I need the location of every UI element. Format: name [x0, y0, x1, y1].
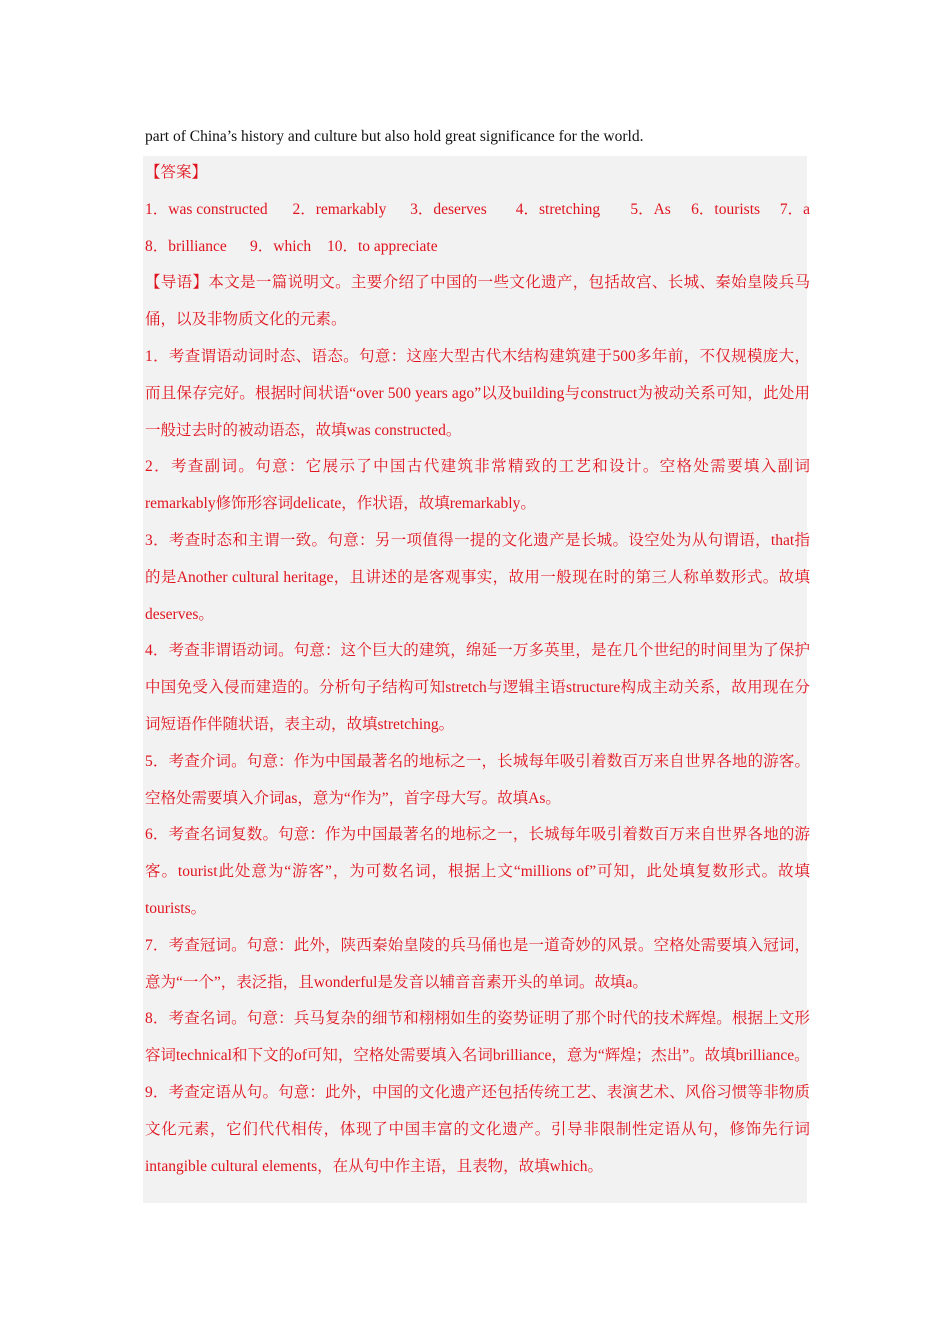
answers-row-1 — [145, 192, 810, 229]
answer-item: 9．which — [250, 237, 312, 255]
answer-item: 5．As — [630, 200, 671, 218]
answer-section — [145, 155, 810, 1185]
answer-item: 4．stretching — [515, 200, 601, 218]
intro-paragraph: 【导语】本文是一篇说明文。主要介绍了中国的一些文化遗产，包括故宫、长城、秦始皇陵兵马俑，以及非物质文化的元素。 — [145, 274, 810, 329]
explanation-8: 8．考查名词。句意：兵马复杂的细节和栩栩如生的姿势证明了那个时代的技术辉煌。根据上文形容词technical和下文的of可知，空格处需要填入名词brilliance，意为“辉煌；杰出”。故填brilliance。 — [145, 1010, 810, 1065]
answer-heading: 【答案】 — [145, 164, 208, 181]
answer-item: 3．deserves — [410, 200, 487, 218]
explanation-1: 1．考查谓语动词时态、语态。句意：这座大型古代木结构建筑建于500多年前，不仅规模庞大，而且保存完好。根据时间状语“over 500 years ago”以及building与construct为被动关系可知，此处用一般过去时的被动语态，故填was constructed。 — [145, 347, 810, 439]
explanation-3: 3．考查时态和主谓一致。句意：另一项值得一提的文化遗产是长城。设空处为从句谓语，that指的是Another cultural heritage，且讲述的是客观事实，故用一般现在时的第三人称单数形式。故填deserves。 — [145, 531, 810, 623]
explanation-5: 5．考查介词。句意：作为中国最著名的地标之一，长城每年吸引着数百万来自世界各地的游客。空格处需要填入介词as，意为“作为”，首字母大写。故填As。 — [145, 752, 810, 807]
answer-item: 1．was constructed — [145, 200, 268, 218]
answer-item: 8．brilliance — [145, 237, 227, 255]
explanation-9: 9．考查定语从句。句意：此外，中国的文化遗产还包括传统工艺、表演艺术、风俗习惯等非物质文化元素，它们代代相传，体现了中国丰富的文化遗产。引导非限制性定语从句，修饰先行词intangible cultural elements，在从句中作主语，且表物，故填which。 — [145, 1083, 810, 1175]
answer-item: 2．remarkably — [292, 200, 387, 218]
answers-row-2 — [145, 229, 810, 266]
answer-item: 6．tourists — [691, 200, 761, 218]
explanation-2: 2．考查副词。句意：它展示了中国古代建筑非常精致的工艺和设计。空格处需要填入副词remarkably修饰形容词delicate，作状语，故填remarkably。 — [145, 458, 810, 513]
lead-sentence: part of China’s history and culture but also hold great significance for the world. — [145, 128, 644, 145]
explanation-4: 4．考查非谓语动词。句意：这个巨大的建筑，绵延一万多英里，是在几个世纪的时间里为了保护中国免受入侵而建造的。分析句子结构可知stretch与逻辑主语structure构成主动关系，故用现在分词短语作伴随状语，表主动，故填stretching。 — [145, 642, 810, 733]
answer-item: 7．a — [779, 200, 810, 218]
answer-item: 10．to appreciate — [327, 237, 438, 255]
explanation-7: 7．考查冠词。句意：此外，陕西秦始皇陵的兵马俑也是一道奇妙的风景。空格处需要填入冠词，意为“一个”，表泛指，且wonderful是发音以辅音音素开头的单词。故填a。 — [145, 936, 810, 991]
explanation-6: 6．考查名词复数。句意：作为中国最著名的地标之一，长城每年吸引着数百万来自世界各地的游客。tourist此处意为“游客”，为可数名词，根据上文“millions of”可知，此处填复数形式。故填tourists。 — [145, 826, 810, 917]
